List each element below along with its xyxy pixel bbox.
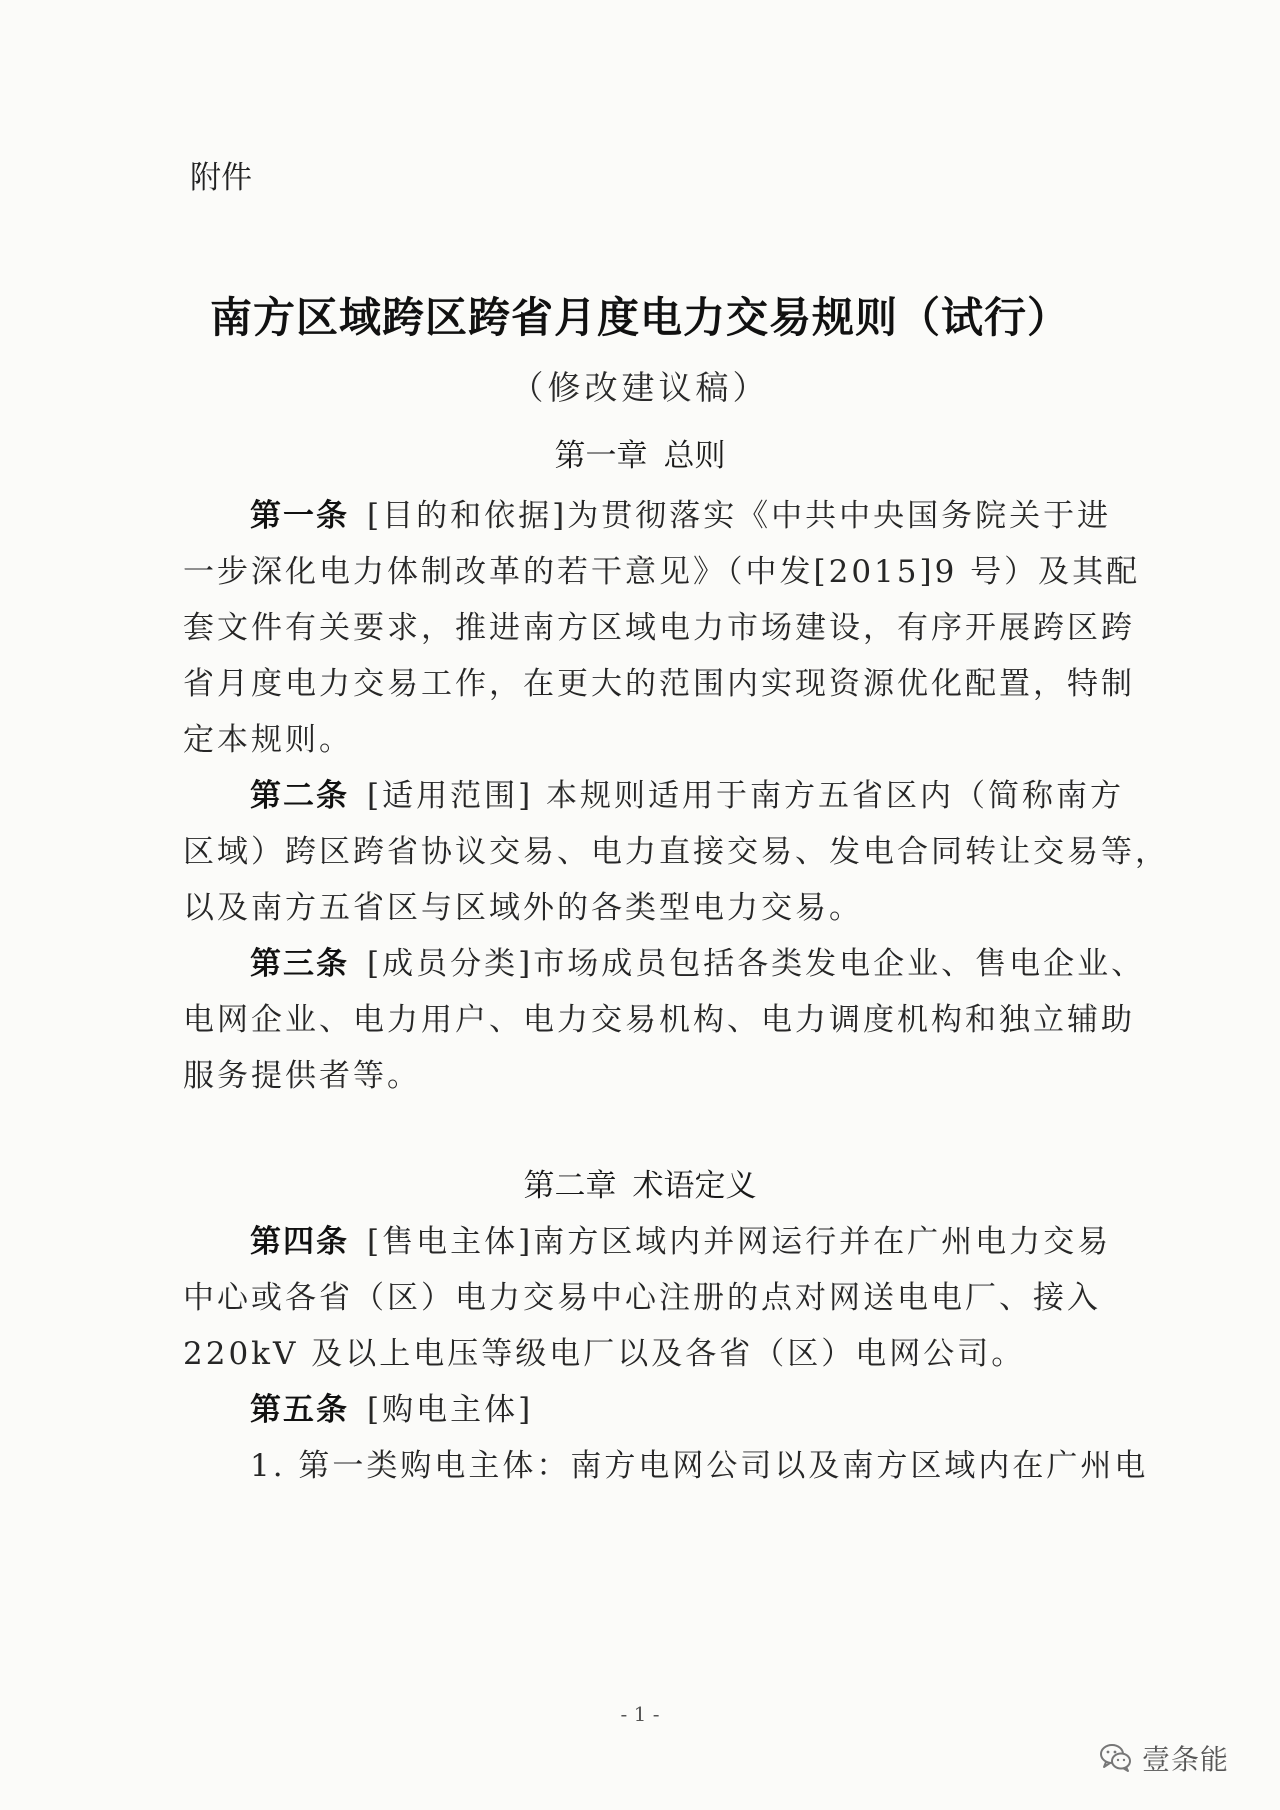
article-3-line-1	[250, 938, 1145, 983]
article-label: 第五条	[250, 1392, 349, 1428]
article-label: 第四条	[250, 1224, 349, 1260]
chapter-heading-1	[0, 430, 1280, 475]
article-1-line-2: 一步深化电力体制改革的若干意见》（中发[2015]9 号）及其配	[183, 554, 1141, 590]
article-1-line-4: 省月度电力交易工作，在更大的范围内实现资源优化配置，特制	[183, 666, 1135, 702]
watermark	[1098, 1738, 1229, 1778]
chapter-number: 第二章	[523, 1168, 617, 1204]
article-5-line-2: 1. 第一类购电主体：南方电网公司以及南方区域内在广州电	[250, 1448, 1149, 1484]
attachment-label: 附件	[190, 160, 252, 196]
article-2-line-1	[250, 770, 1124, 815]
article-label: 第二条	[250, 778, 349, 814]
article-text: [适用范围] 本规则适用于南方五省区内（简称南方	[367, 778, 1125, 814]
article-2-line-2: 区域）跨区跨省协议交易、电力直接交易、发电合同转让交易等，	[183, 834, 1169, 870]
chapter-number: 第一章	[554, 438, 648, 474]
chapter-name: 术语定义	[632, 1168, 757, 1204]
wechat-icon	[1098, 1740, 1134, 1776]
document-title: 南方区域跨区跨省月度电力交易规则（试行）	[209, 293, 1070, 342]
article-4-line-2: 中心或各省（区）电力交易中心注册的点对网送电电厂、接入	[183, 1280, 1101, 1316]
article-2-line-3: 以及南方五省区与区域外的各类型电力交易。	[183, 890, 863, 926]
article-3-line-3: 服务提供者等。	[183, 1058, 421, 1094]
article-4-line-3: 220kV 及以上电压等级电厂以及各省（区）电网公司。	[183, 1336, 1026, 1372]
document-subtitle: （修改建议稿）	[510, 368, 770, 407]
article-1-line-5: 定本规则。	[183, 722, 353, 758]
article-1-line-1	[250, 490, 1111, 535]
article-label: 第一条	[250, 498, 349, 534]
chapter-name: 总则	[663, 438, 726, 474]
article-1-line-3: 套文件有关要求，推进南方区域电力市场建设，有序开展跨区跨	[183, 610, 1135, 646]
article-text: [售电主体]南方区域内并网运行并在广州电力交易	[367, 1224, 1112, 1260]
article-text: [成员分类]市场成员包括各类发电企业、售电企业、	[367, 946, 1146, 982]
article-3-line-2: 电网企业、电力用户、电力交易机构、电力调度机构和独立辅助	[183, 1002, 1135, 1038]
article-4-line-1	[250, 1216, 1111, 1261]
chapter-heading-2	[0, 1160, 1280, 1205]
article-text: [购电主体]	[367, 1392, 534, 1428]
watermark-text: 壹条能	[1142, 1743, 1230, 1776]
page-number: - 1 -	[620, 1702, 660, 1726]
article-text: [目的和依据]为贯彻落实《中共中央国务院关于进	[367, 498, 1112, 534]
article-label: 第三条	[250, 946, 349, 982]
article-5-line-1	[250, 1384, 533, 1429]
